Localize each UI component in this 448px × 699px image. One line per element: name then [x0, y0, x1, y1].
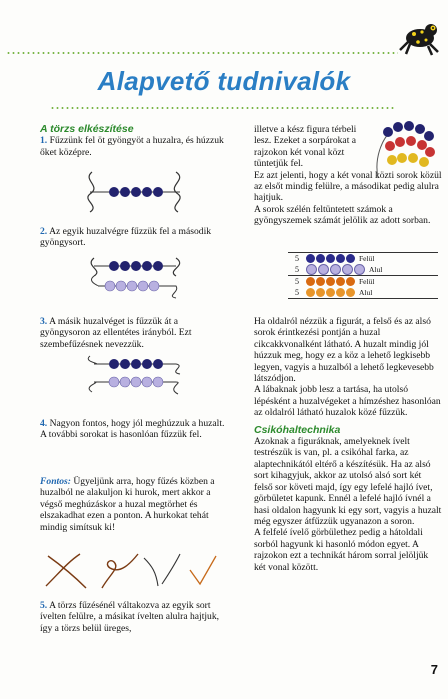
- step-2: 2. Az egyik huzalvégre fűzzük fel a második gyöngysort.: [40, 226, 212, 249]
- step-1: 1. Fűzzünk fel öt gyöngyöt a huzalra, és húzzuk őket középre.: [40, 135, 224, 158]
- step-5-block: [40, 600, 230, 634]
- right-p2: Ez azt jelenti, hogy a két vonal közti sorok közül az elsőt mindig felülre, a másodikat pedig alulra hajtjuk.: [254, 169, 442, 204]
- section-heading-torzs: A törzs elkészítése: [40, 123, 134, 135]
- step-2-block: [40, 226, 230, 249]
- page-title: Alapvető tudnivalók: [97, 66, 351, 96]
- step-2-diagram: [80, 252, 190, 300]
- row-diagram-row-2: 5 Alul: [288, 264, 438, 276]
- section-heading-csikohal: Csikóhaltechnika: [254, 423, 341, 436]
- top-dotted-rule: [6, 52, 398, 54]
- row-diagram-row-4: 5 Alul: [288, 287, 438, 299]
- fontos-block: [40, 476, 230, 533]
- right-p6: Azoknak a figuráknak, amelyeknek ívelt testrészük is van, pl. a csikóhal farka, az alaptechnikától eltérő a készítésük. Ha az alsó sort kihagyjuk, akkor az utolsó alsó sort két felső sor követi majd, így egy lefelé hajló ívet, görbületet kapunk. Ennél a lefelé hajló ívnél a hasi oldalon hagyunk ki egy sort, vagyis a huzalt még egyszer átfűzzük ugyanazon a soron.: [254, 436, 442, 527]
- step-3-diagram: [80, 352, 190, 396]
- step-4-cont: A további sorokat is hasonlóan fűzzük fel.: [40, 429, 202, 441]
- step-4-block: [40, 418, 230, 441]
- row-diagram-row-3: 5 Felül: [295, 277, 375, 286]
- right-p4: Ha oldalról nézzük a figurát, a felső és az alsó sorok érintkezési pontján a huzal cikcakkvonalként látható. A huzalt mindig jól húzzuk meg, hogy ez a köz a lehető legkisebb legyen, vagyis a huzalból a lehető legkevesebb látszódjon.: [254, 316, 434, 385]
- wire-loop-diagram: [40, 548, 220, 594]
- step-5: 5. A törzs fűzésénél váltakozva az egyik sort ívelten felülre, a másikat ívelten alulra hajtjuk, így a törzs belül üreges,: [40, 600, 220, 634]
- step-3: 3. A másik huzalvéget is fűzzük át a gyöngysoron az ellentétes irányból. Ezt szembefűzésnek nevezzük.: [40, 316, 192, 350]
- right-column-bottom: [254, 316, 442, 573]
- frog-icon: [398, 16, 444, 56]
- right-p5: A lábaknak jobb lesz a tartása, ha utolsó lépésként a huzalvégeket a hímzéshez hasonlóan az oldalról látható huzalok közé fűzzük.: [254, 384, 441, 419]
- title-dotted-rule: [50, 107, 396, 109]
- bead-arc-illustration: [374, 118, 444, 186]
- right-p3: A sorok szélén feltüntetett számok a gyöngyszemek számát jelölik az adott sorban.: [254, 203, 431, 227]
- step-3-block: [40, 316, 230, 350]
- fontos-note: Fontos: Ügyeljünk arra, hogy fűzés közben a huzalból ne alakuljon ki hurok, mert akkor a végső meghúzáskor a huzal megtörhet és elszakadhat ezen a ponton. A hurkokat tehát mindig simítsuk ki!: [40, 476, 215, 533]
- step-4: 4. Nagyon fontos, hogy jól meghúzzuk a huzalt.: [40, 418, 225, 429]
- right-p1: illetve a kész figura térbeli lesz. Ezeket a sorpárokat a rajzokon két vonal közt tüntetjük fel.: [254, 124, 357, 170]
- step-1-diagram: [80, 168, 190, 214]
- page-number: 7: [430, 662, 438, 677]
- row-diagram: [288, 252, 438, 299]
- left-column: [40, 124, 230, 158]
- row-diagram-row-1: 5 Felül: [288, 252, 438, 264]
- right-p7: A felfelé ívelő görbülethez pedig a hátoldali sorból hagyunk ki hasonló módon egyet. A rajzokon ezt a technikát három sorral jelöljük két vonal között.: [254, 527, 429, 573]
